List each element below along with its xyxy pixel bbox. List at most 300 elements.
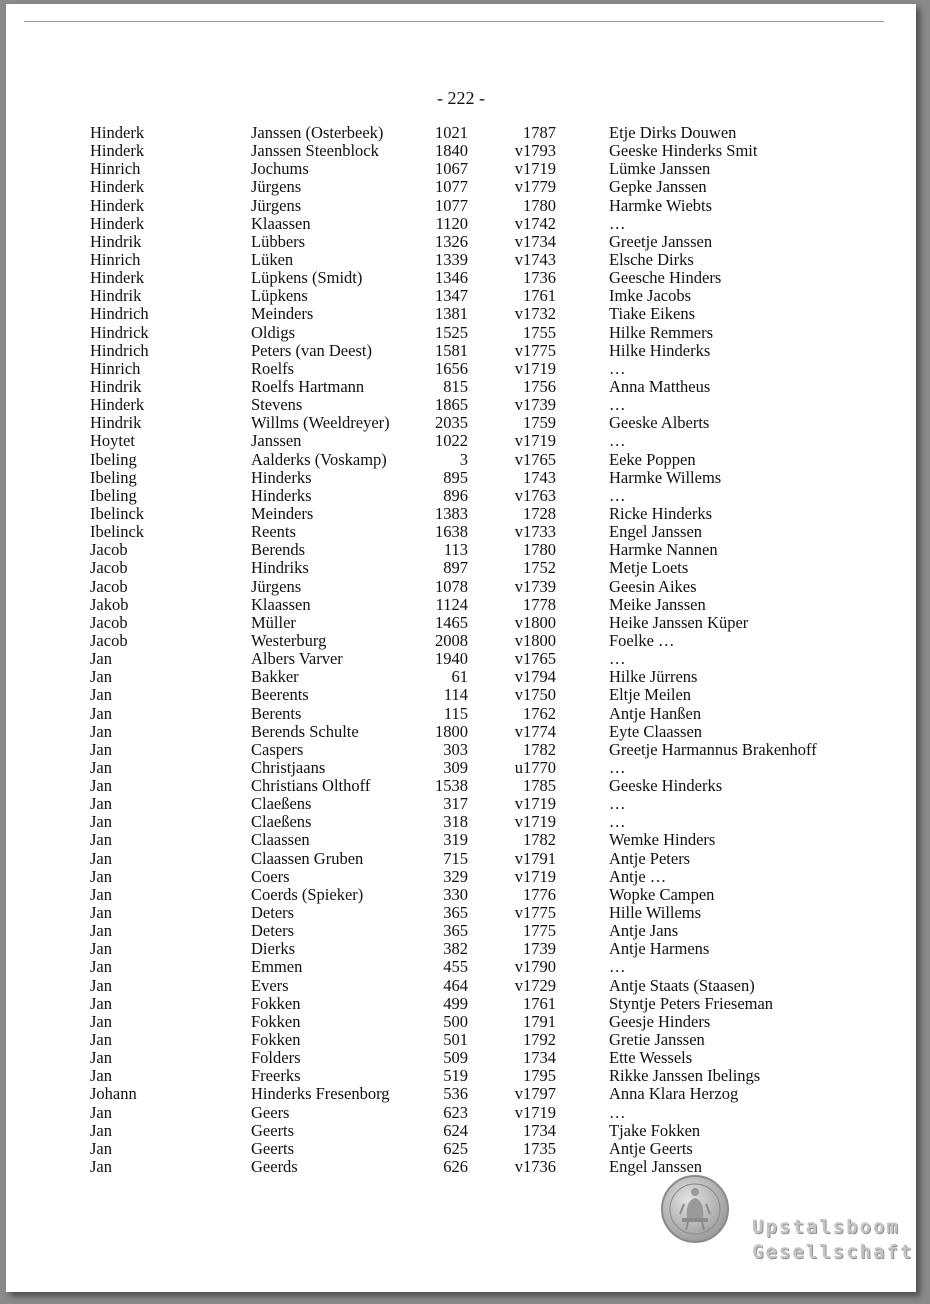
list-item xyxy=(6,596,916,614)
spouse: Tjake Fokken xyxy=(609,1120,701,1140)
spouse: Harmke Willems xyxy=(609,467,722,487)
spouse: Eyte Claassen xyxy=(609,721,703,741)
surname: Fokken xyxy=(251,1011,301,1031)
entry-number: 1347 xyxy=(435,286,468,306)
entry-number: 1525 xyxy=(435,322,468,342)
list-item xyxy=(6,668,916,686)
spouse: Styntje Peters Frieseman xyxy=(609,993,774,1013)
spouse: … xyxy=(609,431,626,451)
year: 1785 xyxy=(523,776,556,796)
list-item xyxy=(6,215,916,233)
spouse: Harmke Wiebts xyxy=(609,195,713,215)
first-name: Jan xyxy=(90,1120,112,1140)
surname: Jürgens xyxy=(251,195,302,215)
list-item xyxy=(6,505,916,523)
year: 1736 xyxy=(523,268,556,288)
entry-number: 2035 xyxy=(435,413,468,433)
surname: Deters xyxy=(251,921,295,941)
first-name: Jan xyxy=(90,1030,112,1050)
year: 1739 xyxy=(523,939,556,959)
entry-number: 115 xyxy=(443,703,468,723)
surname: Geerts xyxy=(251,1138,295,1158)
surname: Geers xyxy=(251,1102,290,1122)
entry-number: 897 xyxy=(443,558,468,578)
surname: Claassen Gruben xyxy=(251,848,364,868)
entry-number: 815 xyxy=(443,376,468,396)
year: v1779 xyxy=(514,177,556,197)
first-name: Hindrich xyxy=(90,304,149,324)
year: v1739 xyxy=(514,395,556,415)
list-item xyxy=(6,559,916,577)
first-name: Jan xyxy=(90,1048,112,1068)
first-name: Johann xyxy=(90,1084,137,1104)
first-name: Jan xyxy=(90,903,112,923)
first-name: Jan xyxy=(90,884,112,904)
first-name: Jan xyxy=(90,993,112,1013)
list-item xyxy=(6,1013,916,1031)
first-name: Hinderk xyxy=(90,195,145,215)
entry-number: 1124 xyxy=(435,594,468,614)
surname: Roelfs Hartmann xyxy=(251,376,365,396)
spouse: Hilke Jürrens xyxy=(609,667,698,687)
spouse: Imke Jacobs xyxy=(609,286,692,306)
list-item xyxy=(6,469,916,487)
spouse: Lümke Janssen xyxy=(609,159,711,179)
surname: Roelfs xyxy=(251,358,295,378)
list-item xyxy=(6,233,916,251)
list-item xyxy=(6,324,916,342)
surname: Emmen xyxy=(251,957,303,977)
list-item xyxy=(6,487,916,505)
year: 1734 xyxy=(523,1120,556,1140)
surname: Hinderks xyxy=(251,467,312,487)
spouse: Antje Hanßen xyxy=(609,703,702,723)
surname: Claeßens xyxy=(251,794,312,814)
year: v1794 xyxy=(514,667,556,687)
list-item xyxy=(6,995,916,1013)
surname: Freerks xyxy=(251,1066,301,1086)
surname: Jürgens xyxy=(251,576,302,596)
surname: Caspers xyxy=(251,739,304,759)
surname: Janssen xyxy=(251,431,302,451)
spouse: Meike Janssen xyxy=(609,594,706,614)
first-name: Ibeling xyxy=(90,449,137,469)
spouse: … xyxy=(609,794,626,814)
spouse: Antje Staats (Staasen) xyxy=(609,975,755,995)
surname: Aalderks (Voskamp) xyxy=(251,449,387,469)
spouse: Engel Janssen xyxy=(609,1157,703,1177)
list-item xyxy=(6,360,916,378)
spouse: … xyxy=(609,1102,626,1122)
year: v1729 xyxy=(514,975,556,995)
first-name: Hindrich xyxy=(90,340,149,360)
list-item xyxy=(6,1031,916,1049)
list-item xyxy=(6,541,916,559)
spouse: Geeske Alberts xyxy=(609,413,710,433)
entry-number: 330 xyxy=(443,884,468,904)
entry-number: 317 xyxy=(443,794,468,814)
entry-number: 464 xyxy=(443,975,468,995)
logo-line-2: Gesellschaft xyxy=(752,1241,914,1263)
spouse: … xyxy=(609,395,626,415)
list-item xyxy=(6,1158,916,1176)
first-name: Hinderk xyxy=(90,213,145,233)
top-rule xyxy=(24,21,884,22)
surname: Christjaans xyxy=(251,757,326,777)
surname: Dierks xyxy=(251,939,295,959)
entry-number: 1581 xyxy=(435,340,468,360)
surname: Lübbers xyxy=(251,231,306,251)
surname: Berends Schulte xyxy=(251,721,359,741)
surname: Geerts xyxy=(251,1120,295,1140)
first-name: Ibelinck xyxy=(90,522,145,542)
surname: Geerds xyxy=(251,1157,298,1177)
first-name: Jacob xyxy=(90,576,128,596)
entry-number: 501 xyxy=(443,1030,468,1050)
first-name: Jan xyxy=(90,1102,112,1122)
list-item xyxy=(6,868,916,886)
list-item xyxy=(6,342,916,360)
surname: Hinderks Fresenborg xyxy=(251,1084,390,1104)
year: v1736 xyxy=(514,1157,556,1177)
spouse: Geesje Hinders xyxy=(609,1011,711,1031)
entry-number: 896 xyxy=(443,485,468,505)
entry-number: 1339 xyxy=(435,249,468,269)
spouse: … xyxy=(609,957,626,977)
first-name: Hinderk xyxy=(90,123,145,142)
entry-number: 365 xyxy=(443,921,468,941)
year: v1797 xyxy=(514,1084,556,1104)
spouse: Antje Peters xyxy=(609,848,691,868)
spouse: Elsche Dirks xyxy=(609,249,694,269)
entry-number: 1021 xyxy=(435,123,468,142)
list-item xyxy=(6,886,916,904)
year: 1756 xyxy=(523,376,556,396)
first-name: Jan xyxy=(90,685,112,705)
spouse: Anna Klara Herzog xyxy=(609,1084,739,1104)
spouse: Gepke Janssen xyxy=(609,177,707,197)
year: v1719 xyxy=(514,794,556,814)
first-name: Jan xyxy=(90,1138,112,1158)
surname: Beerents xyxy=(251,685,309,705)
surname: Jürgens xyxy=(251,177,302,197)
surname: Willms (Weeldreyer) xyxy=(251,413,390,433)
entry-number: 113 xyxy=(443,540,468,560)
first-name: Hinrich xyxy=(90,159,141,179)
spouse: Antje … xyxy=(609,866,667,886)
entry-number: 61 xyxy=(451,667,468,687)
spouse: Hilke Hinderks xyxy=(609,340,711,360)
entry-number: 1381 xyxy=(435,304,468,324)
year: 1787 xyxy=(523,123,556,142)
entry-number: 895 xyxy=(443,467,468,487)
list-item xyxy=(6,432,916,450)
surname: Bakker xyxy=(251,667,299,687)
year: v1793 xyxy=(514,141,556,161)
year: v1719 xyxy=(514,358,556,378)
first-name: Jan xyxy=(90,812,112,832)
spouse: Metje Loets xyxy=(609,558,689,578)
first-name: Ibelinck xyxy=(90,503,145,523)
year: 1761 xyxy=(523,286,556,306)
spouse: Rikke Janssen Ibelings xyxy=(609,1066,761,1086)
list-item xyxy=(6,142,916,160)
entry-number: 625 xyxy=(443,1138,468,1158)
year: v1743 xyxy=(514,249,556,269)
spouse: Hille Willems xyxy=(609,903,702,923)
list-item xyxy=(6,1104,916,1122)
list-item xyxy=(6,451,916,469)
surname: Westerburg xyxy=(251,630,327,650)
list-item xyxy=(6,759,916,777)
document-page xyxy=(6,4,916,1292)
spouse: Anna Mattheus xyxy=(609,376,711,396)
spouse: Etje Dirks Douwen xyxy=(609,123,737,142)
spouse: Gretie Janssen xyxy=(609,1030,705,1050)
first-name: Jan xyxy=(90,1011,112,1031)
list-item xyxy=(6,523,916,541)
entry-number: 624 xyxy=(443,1120,468,1140)
first-name: Hindrik xyxy=(90,231,142,251)
spouse: Geesin Aikes xyxy=(609,576,697,596)
list-item xyxy=(6,578,916,596)
surname: Berends xyxy=(251,540,306,560)
year: 1752 xyxy=(523,558,556,578)
year: v1765 xyxy=(514,449,556,469)
entry-number: 1383 xyxy=(435,503,468,523)
surname: Folders xyxy=(251,1048,301,1068)
year: 1795 xyxy=(523,1066,556,1086)
entry-number: 309 xyxy=(443,757,468,777)
entry-number: 303 xyxy=(443,739,468,759)
year: 1734 xyxy=(523,1048,556,1068)
list-item xyxy=(6,1122,916,1140)
surname: Coerds (Spieker) xyxy=(251,884,364,904)
year: v1791 xyxy=(514,848,556,868)
first-name: Hinderk xyxy=(90,177,145,197)
list-item xyxy=(6,777,916,795)
surname: Fokken xyxy=(251,1030,301,1050)
year: v1750 xyxy=(514,685,556,705)
list-item xyxy=(6,741,916,759)
year: v1732 xyxy=(514,304,556,324)
spouse: Foelke … xyxy=(609,630,675,650)
list-item xyxy=(6,269,916,287)
list-item xyxy=(6,197,916,215)
spouse: … xyxy=(609,358,626,378)
spouse: Ette Wessels xyxy=(609,1048,693,1068)
year: v1719 xyxy=(514,866,556,886)
list-item xyxy=(6,305,916,323)
list-item xyxy=(6,124,916,142)
spouse: Eeke Poppen xyxy=(609,449,696,469)
first-name: Ibeling xyxy=(90,467,137,487)
first-name: Hinrich xyxy=(90,249,141,269)
year: v1734 xyxy=(514,231,556,251)
first-name: Jan xyxy=(90,957,112,977)
entry-number: 3 xyxy=(459,449,468,469)
year: v1800 xyxy=(514,630,556,650)
surname: Claeßens xyxy=(251,812,312,832)
spouse: Wopke Campen xyxy=(609,884,715,904)
list-item xyxy=(6,904,916,922)
list-item xyxy=(6,922,916,940)
year: 1778 xyxy=(523,594,556,614)
entry-number: 536 xyxy=(443,1084,468,1104)
year: v1765 xyxy=(514,649,556,669)
surname: Fokken xyxy=(251,993,301,1013)
surname: Reents xyxy=(251,522,296,542)
year: 1755 xyxy=(523,322,556,342)
first-name: Hoytet xyxy=(90,431,135,451)
first-name: Hindrick xyxy=(90,322,149,342)
year: 1792 xyxy=(523,1030,556,1050)
spouse: Antje Jans xyxy=(609,921,679,941)
list-item xyxy=(6,813,916,831)
entry-number: 519 xyxy=(443,1066,468,1086)
year: 1782 xyxy=(523,739,556,759)
entry-number: 1346 xyxy=(435,268,468,288)
first-name: Jan xyxy=(90,794,112,814)
entry-number: 114 xyxy=(443,685,468,705)
surname: Meinders xyxy=(251,503,314,523)
surname: Jochums xyxy=(251,159,309,179)
list-item xyxy=(6,378,916,396)
year: 1780 xyxy=(523,540,556,560)
first-name: Jan xyxy=(90,848,112,868)
first-name: Jan xyxy=(90,866,112,886)
surname: Hindriks xyxy=(251,558,309,578)
year: v1719 xyxy=(514,431,556,451)
year: v1719 xyxy=(514,812,556,832)
year: 1780 xyxy=(523,195,556,215)
society-seal-icon xyxy=(660,1174,730,1244)
year: v1800 xyxy=(514,612,556,632)
year: 1728 xyxy=(523,503,556,523)
year: u1770 xyxy=(514,757,556,777)
list-item xyxy=(6,396,916,414)
entry-number: 1326 xyxy=(435,231,468,251)
spouse: … xyxy=(609,485,626,505)
year: v1733 xyxy=(514,522,556,542)
entry-number: 1840 xyxy=(435,141,468,161)
spouse: … xyxy=(609,649,626,669)
spouse: Harmke Nannen xyxy=(609,540,718,560)
first-name: Hinrich xyxy=(90,358,141,378)
year: v1719 xyxy=(514,159,556,179)
surname: Claassen xyxy=(251,830,310,850)
year: 1761 xyxy=(523,993,556,1013)
list-item xyxy=(6,958,916,976)
entry-number: 1067 xyxy=(435,159,468,179)
entry-number: 500 xyxy=(443,1011,468,1031)
surname: Coers xyxy=(251,866,290,886)
spouse: Greetje Janssen xyxy=(609,231,713,251)
list-item xyxy=(6,414,916,432)
list-item xyxy=(6,1067,916,1085)
entry-number: 1465 xyxy=(435,612,468,632)
entry-number: 1022 xyxy=(435,431,468,451)
spouse: Geeske Hinderks Smit xyxy=(609,141,758,161)
entry-number: 715 xyxy=(443,848,468,868)
first-name: Jan xyxy=(90,667,112,687)
first-name: Jan xyxy=(90,939,112,959)
list-item xyxy=(6,1049,916,1067)
year: v1774 xyxy=(514,721,556,741)
list-item xyxy=(6,1140,916,1158)
surname: Lüken xyxy=(251,249,294,269)
surname: Christians Olthoff xyxy=(251,776,371,796)
year: 1743 xyxy=(523,467,556,487)
list-item xyxy=(6,831,916,849)
first-name: Jacob xyxy=(90,540,128,560)
entry-number: 382 xyxy=(443,939,468,959)
list-item xyxy=(6,614,916,632)
surname: Klaassen xyxy=(251,213,311,233)
first-name: Jan xyxy=(90,739,112,759)
list-item xyxy=(6,287,916,305)
spouse: … xyxy=(609,213,626,233)
surname: Berents xyxy=(251,703,302,723)
surname: Lüpkens (Smidt) xyxy=(251,268,363,288)
entry-number: 509 xyxy=(443,1048,468,1068)
spouse: Engel Janssen xyxy=(609,522,703,542)
first-name: Hindrik xyxy=(90,286,142,306)
entry-number: 1865 xyxy=(435,395,468,415)
first-name: Jan xyxy=(90,721,112,741)
entry-number: 2008 xyxy=(435,630,468,650)
list-item xyxy=(6,160,916,178)
entry-number: 1638 xyxy=(435,522,468,542)
entry-number: 1120 xyxy=(435,213,468,233)
entry-number: 1656 xyxy=(435,358,468,378)
first-name: Jan xyxy=(90,649,112,669)
spouse: … xyxy=(609,757,626,777)
year: 1776 xyxy=(523,884,556,904)
list-item xyxy=(6,1085,916,1103)
year: v1775 xyxy=(514,340,556,360)
entry-number: 623 xyxy=(443,1102,468,1122)
first-name: Jan xyxy=(90,703,112,723)
first-name: Jan xyxy=(90,776,112,796)
entry-number: 365 xyxy=(443,903,468,923)
surname: Peters (van Deest) xyxy=(251,340,372,360)
entry-number: 319 xyxy=(443,830,468,850)
spouse: Tiake Eikens xyxy=(609,304,696,324)
year: v1775 xyxy=(514,903,556,923)
logo-line-1: Upstalsboom xyxy=(752,1216,900,1238)
surname: Meinders xyxy=(251,304,314,324)
year: 1759 xyxy=(523,413,556,433)
surname: Deters xyxy=(251,903,295,923)
spouse: Geeske Hinderks xyxy=(609,776,723,796)
surname: Evers xyxy=(251,975,289,995)
year: 1762 xyxy=(523,703,556,723)
year: v1719 xyxy=(514,1102,556,1122)
first-name: Hinderk xyxy=(90,395,145,415)
spouse: Antje Geerts xyxy=(609,1138,693,1158)
first-name: Jan xyxy=(90,757,112,777)
spouse: Heike Janssen Küper xyxy=(609,612,749,632)
first-name: Jan xyxy=(90,975,112,995)
list-item xyxy=(6,940,916,958)
first-name: Jacob xyxy=(90,558,128,578)
spouse: … xyxy=(609,812,626,832)
surname: Janssen Steenblock xyxy=(251,141,379,161)
entry-number: 499 xyxy=(443,993,468,1013)
surname: Oldigs xyxy=(251,322,296,342)
first-name: Jan xyxy=(90,921,112,941)
